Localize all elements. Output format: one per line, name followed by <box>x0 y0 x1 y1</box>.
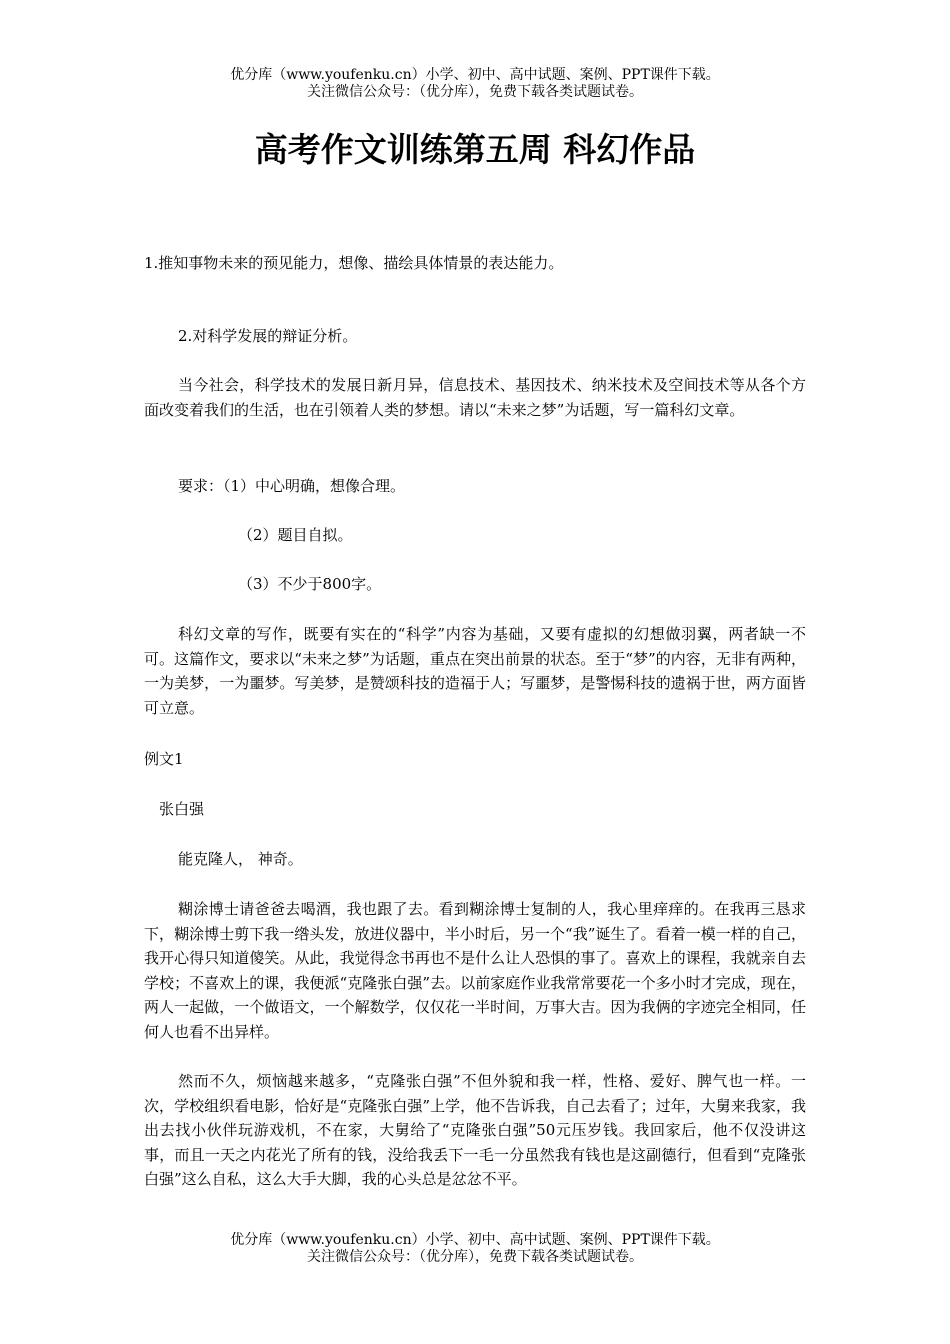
header-line-2: 关注微信公众号：（优分库），免费下载各类试题试卷。 <box>307 84 643 100</box>
requirement-2: （2）题目自拟。 <box>238 526 353 544</box>
essay-author: 张白强 <box>159 800 205 818</box>
requirement-3: （3）不少于800字。 <box>238 575 382 593</box>
essay-paragraph-2: 然而不久，烦恼越来越多，“克隆张白强”不但外貌和我一样，性格、爱好、脾气也一样。一次，学校组织看电影，恰好是“克隆张白强”上学，他不告诉我，自己去看了；过年，大舅来我家，我出去找小伙伴玩游戏机，不在家，大舅给了“克隆张白强”50元压岁钱。我回家后，他不仅没讲这事，而且一天之内花光了所有的钱，没给我丢下一毛一分虽然我有钱也是这副德行，但看到“克隆张白强”这么自私，这么大手大脚，我的心头总是忿忿不平。 <box>144 1072 806 1188</box>
header-line-1: 优分库（www.youfenku.cn）小学、初中、高中试题、案例、PPT课件下载。 <box>230 67 720 83</box>
essay-title: 能克隆人， 神奇。 <box>178 850 303 868</box>
writing-analysis: 科幻文章的写作，既要有实在的“科学”内容为基础，又要有虚拟的幻想做羽翼，两者缺一不可。这篇作文，要求以“未来之梦”为话题，重点在突出前景的状态。至于“梦”的内容，无非有两种，一为美梦，一为噩梦。写美梦，是赞颂科技的造福于人；写噩梦，是警惕科技的遗祸于世，两方面皆可立意。 <box>144 625 806 717</box>
goal-2: 2.对科学发展的辩证分析。 <box>178 327 358 345</box>
page-header <box>0 67 950 101</box>
essay-prompt: 当今社会，科学技术的发展日新月异，信息技术、基因技术、纳米技术及空间技术等从各个方面改变着我们的生活，也在引领着人类的梦想。请以“未来之梦”为话题，写一篇科幻文章。 <box>144 376 806 419</box>
goal-1: 1.推知事物未来的预见能力，想像、描绘具体情景的表达能力。 <box>144 254 564 272</box>
essay-paragraph-1: 糊涂博士请爸爸去喝酒，我也跟了去。看到糊涂博士复制的人，我心里痒痒的。在我再三恳求下，糊涂博士剪下我一绺头发，放进仪器中，半小时后，另一个“我”诞生了。看着一模一样的自己，我开心得只知道傻笑。从此，我觉得念书再也不是什么让人恐惧的事了。喜欢上的课程，我就亲自去学校；不喜欢上的课，我便派“克隆张白强”去。以前家庭作业我常常要花一个多小时才完成，现在，两人一起做，一个做语文，一个解数学，仅仅花一半时间，万事大吉。因为我俩的字迹完全相同，任何人也看不出异样。 <box>144 900 806 1041</box>
page-footer <box>0 1232 950 1266</box>
footer-line-2: 关注微信公众号：（优分库），免费下载各类试题试卷。 <box>307 1249 643 1265</box>
example-label: 例文1 <box>144 750 184 768</box>
page-title: 高考作文训练第五周 科幻作品 <box>254 130 696 169</box>
footer-line-1: 优分库（www.youfenku.cn）小学、初中、高中试题、案例、PPT课件下载。 <box>230 1232 720 1248</box>
requirement-1: 要求：（1）中心明确，想像合理。 <box>178 477 406 495</box>
